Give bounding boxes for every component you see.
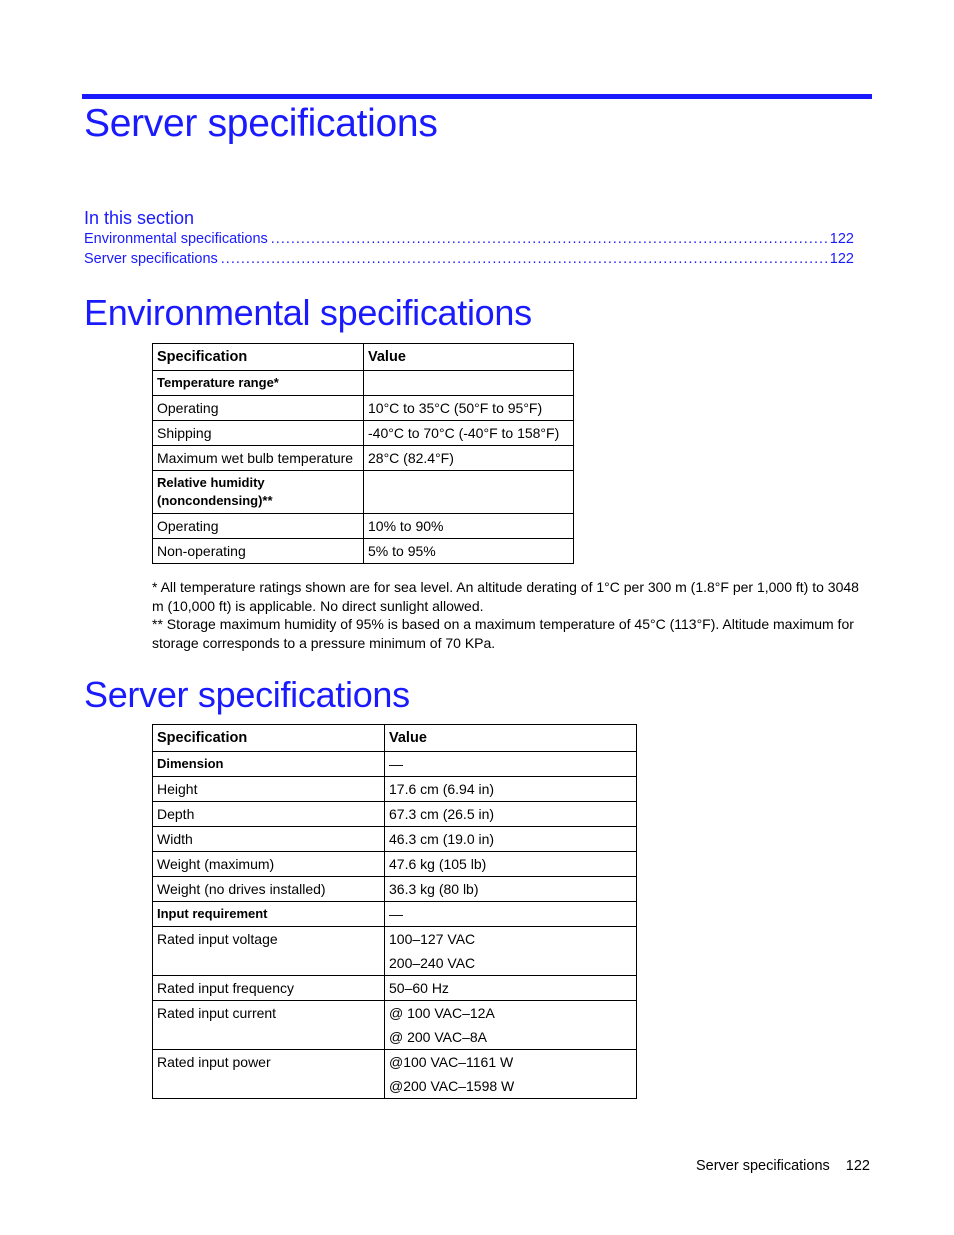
spec-cell: Rated input frequency — [153, 976, 385, 1001]
table-row — [153, 471, 574, 514]
footnote-humidity: ** Storage maximum humidity of 95% is based on a maximum temperature of 45°C (113°F). Altitude maximum for storage corresponds to a pressure minimum of 70 KPa. — [152, 616, 854, 651]
toc-leader — [221, 251, 827, 267]
spec-cell: Shipping — [153, 421, 364, 446]
spec-cell: Operating — [153, 396, 364, 421]
value-cell: 5% to 95% — [364, 539, 574, 564]
table-row — [153, 902, 637, 927]
table-row — [153, 752, 637, 777]
value-cell — [385, 1050, 637, 1099]
toc-link-environmental[interactable] — [84, 231, 854, 251]
value-cell: 10% to 90% — [364, 514, 574, 539]
header-specification: Specification — [153, 344, 364, 371]
footnotes — [152, 578, 864, 652]
value-cell: 10°C to 35°C (50°F to 95°F) — [364, 396, 574, 421]
spec-cell: Rated input current — [153, 1001, 385, 1050]
toc-link-server[interactable] — [84, 251, 854, 271]
table-row — [153, 852, 637, 877]
table-header-row — [153, 344, 574, 371]
spec-cell: Weight (no drives installed) — [153, 877, 385, 902]
value-line: @ 100 VAC–12A — [389, 1005, 495, 1021]
group-label: Dimension — [153, 752, 385, 777]
header-value: Value — [385, 725, 637, 752]
section-title-environmental: Environmental specifications — [84, 292, 532, 333]
table-row — [153, 927, 637, 976]
value-cell: -40°C to 70°C (-40°F to 158°F) — [364, 421, 574, 446]
value-cell — [385, 1001, 637, 1050]
table-row — [153, 1001, 637, 1050]
value-line: 200–240 VAC — [389, 955, 476, 971]
server-spec-table — [152, 724, 637, 1099]
table-row — [153, 421, 574, 446]
value-cell: 67.3 cm (26.5 in) — [385, 802, 637, 827]
spec-cell: Non-operating — [153, 539, 364, 564]
page-footer — [696, 1158, 870, 1174]
spec-cell: Maximum wet bulb temperature — [153, 446, 364, 471]
group-label: Relative humidity (noncondensing)** — [153, 471, 364, 514]
toc-entry-page: 122 — [829, 231, 854, 247]
toc-entry-label: Server specifications — [84, 251, 218, 267]
value-cell — [364, 371, 574, 396]
value-cell: — — [385, 752, 637, 777]
value-line: 100–127 VAC — [389, 931, 476, 947]
value-cell: — — [385, 902, 637, 927]
chapter-title: Server specifications — [84, 102, 438, 145]
toc-entry-page: 122 — [829, 251, 854, 267]
table-row — [153, 877, 637, 902]
header-specification: Specification — [153, 725, 385, 752]
table-row — [153, 539, 574, 564]
table-row — [153, 514, 574, 539]
table-row — [153, 446, 574, 471]
group-label: Temperature range* — [153, 371, 364, 396]
table-row — [153, 396, 574, 421]
footnote-temperature: * All temperature ratings shown are for sea level. An altitude derating of 1°C per 300 m (1.8°F per 1,000 ft) to 3048 m (10,000 ft) is applicable. No direct sunlight allowed. — [152, 579, 859, 614]
table-row — [153, 371, 574, 396]
value-cell — [364, 471, 574, 514]
table-header-row — [153, 725, 637, 752]
group-label: Input requirement — [153, 902, 385, 927]
table-row — [153, 1050, 637, 1099]
spec-cell: Rated input power — [153, 1050, 385, 1099]
environmental-spec-table — [152, 343, 574, 564]
footer-label: Server specifications — [695, 1158, 830, 1174]
value-line: @200 VAC–1598 W — [389, 1078, 515, 1094]
spec-cell: Height — [153, 777, 385, 802]
value-cell: 36.3 kg (80 lb) — [385, 877, 637, 902]
spec-cell: Operating — [153, 514, 364, 539]
header-value: Value — [364, 344, 574, 371]
toc-heading: In this section — [84, 208, 195, 228]
value-cell: 46.3 cm (19.0 in) — [385, 827, 637, 852]
spec-cell: Depth — [153, 802, 385, 827]
value-cell: 50–60 Hz — [385, 976, 637, 1001]
value-cell — [385, 927, 637, 976]
section-title-server: Server specifications — [84, 674, 410, 715]
toc-leader — [271, 231, 827, 247]
chapter-rule — [82, 94, 872, 99]
spec-cell: Weight (maximum) — [153, 852, 385, 877]
spec-cell: Width — [153, 827, 385, 852]
value-line: @100 VAC–1161 W — [389, 1054, 514, 1070]
spec-cell: Rated input voltage — [153, 927, 385, 976]
table-row — [153, 777, 637, 802]
table-row — [153, 827, 637, 852]
value-line: @ 200 VAC–8A — [389, 1029, 488, 1045]
toc-list — [84, 231, 854, 271]
table-row — [153, 976, 637, 1001]
value-cell: 47.6 kg (105 lb) — [385, 852, 637, 877]
toc-entry-label: Environmental specifications — [84, 231, 268, 247]
page-number: 122 — [845, 1158, 870, 1174]
value-cell: 17.6 cm (6.94 in) — [385, 777, 637, 802]
value-cell: 28°C (82.4°F) — [364, 446, 574, 471]
table-row — [153, 802, 637, 827]
